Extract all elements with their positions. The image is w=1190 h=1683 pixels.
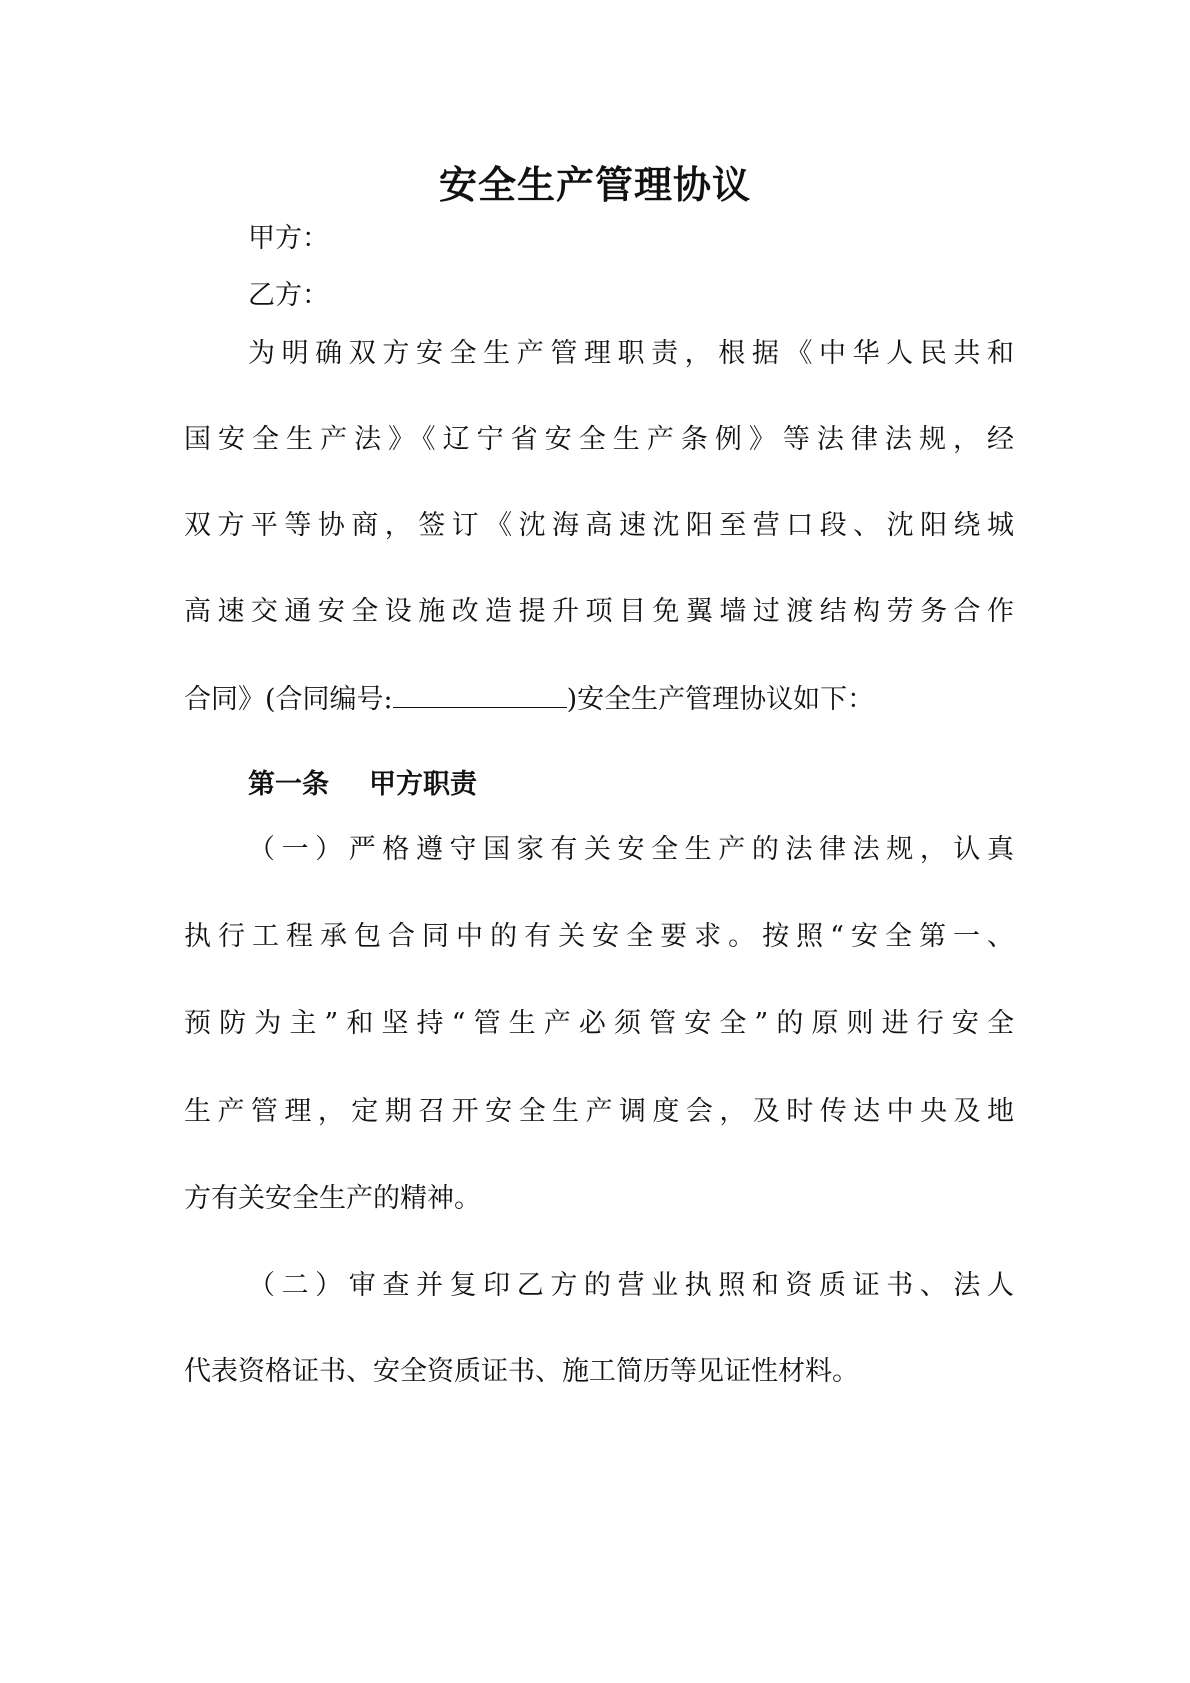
document-title: 安全生产管理协议 (438, 162, 751, 207)
intro-line: 为明确双方安全生产管理职责，根据《中华人民共和 (248, 338, 1014, 369)
contract-number-blank (393, 679, 567, 708)
intro-line: 高速交通安全设施改造提升项目免翼墙过渡结构劳务合作 (184, 596, 1014, 627)
clause-line: 方有关安全生产的精神。 (184, 1183, 481, 1214)
intro-line: 双方平等协商，签订《沈海高速沈阳至营口段、沈阳绕城 (184, 510, 1014, 541)
article-heading (248, 765, 1014, 805)
clause-line: 预防为主”和坚持“管生产必须管安全”的原则进行安全 (184, 1008, 1014, 1039)
contract-line-prefix: 合同》(合同编号: (184, 684, 393, 715)
contract-line-suffix: )安全生产管理协议如下： (566, 684, 875, 715)
clause-line: （二）审查并复印乙方的营业执照和资质证书、法人 (248, 1270, 1014, 1301)
clause-line: （一）严格遵守国家有关安全生产的法律法规，认真 (248, 834, 1014, 865)
intro-line: 国安全生产法》《辽宁省安全生产条例》等法律法规，经 (184, 424, 1014, 455)
party-b-label: 乙方： (248, 280, 329, 311)
article-title: 甲方职责 (369, 769, 477, 800)
party-a-label: 甲方： (248, 223, 329, 254)
contract-number-line (184, 679, 1014, 720)
clause-line: 生产管理，定期召开安全生产调度会，及时传达中央及地 (184, 1096, 1014, 1127)
clause-line: 代表资格证书、安全资质证书、施工简历等见证性材料。 (184, 1356, 859, 1387)
clause-line: 执行工程承包合同中的有关安全要求。按照“安全第一、 (184, 921, 1014, 952)
article-number: 第一条 (248, 769, 329, 800)
